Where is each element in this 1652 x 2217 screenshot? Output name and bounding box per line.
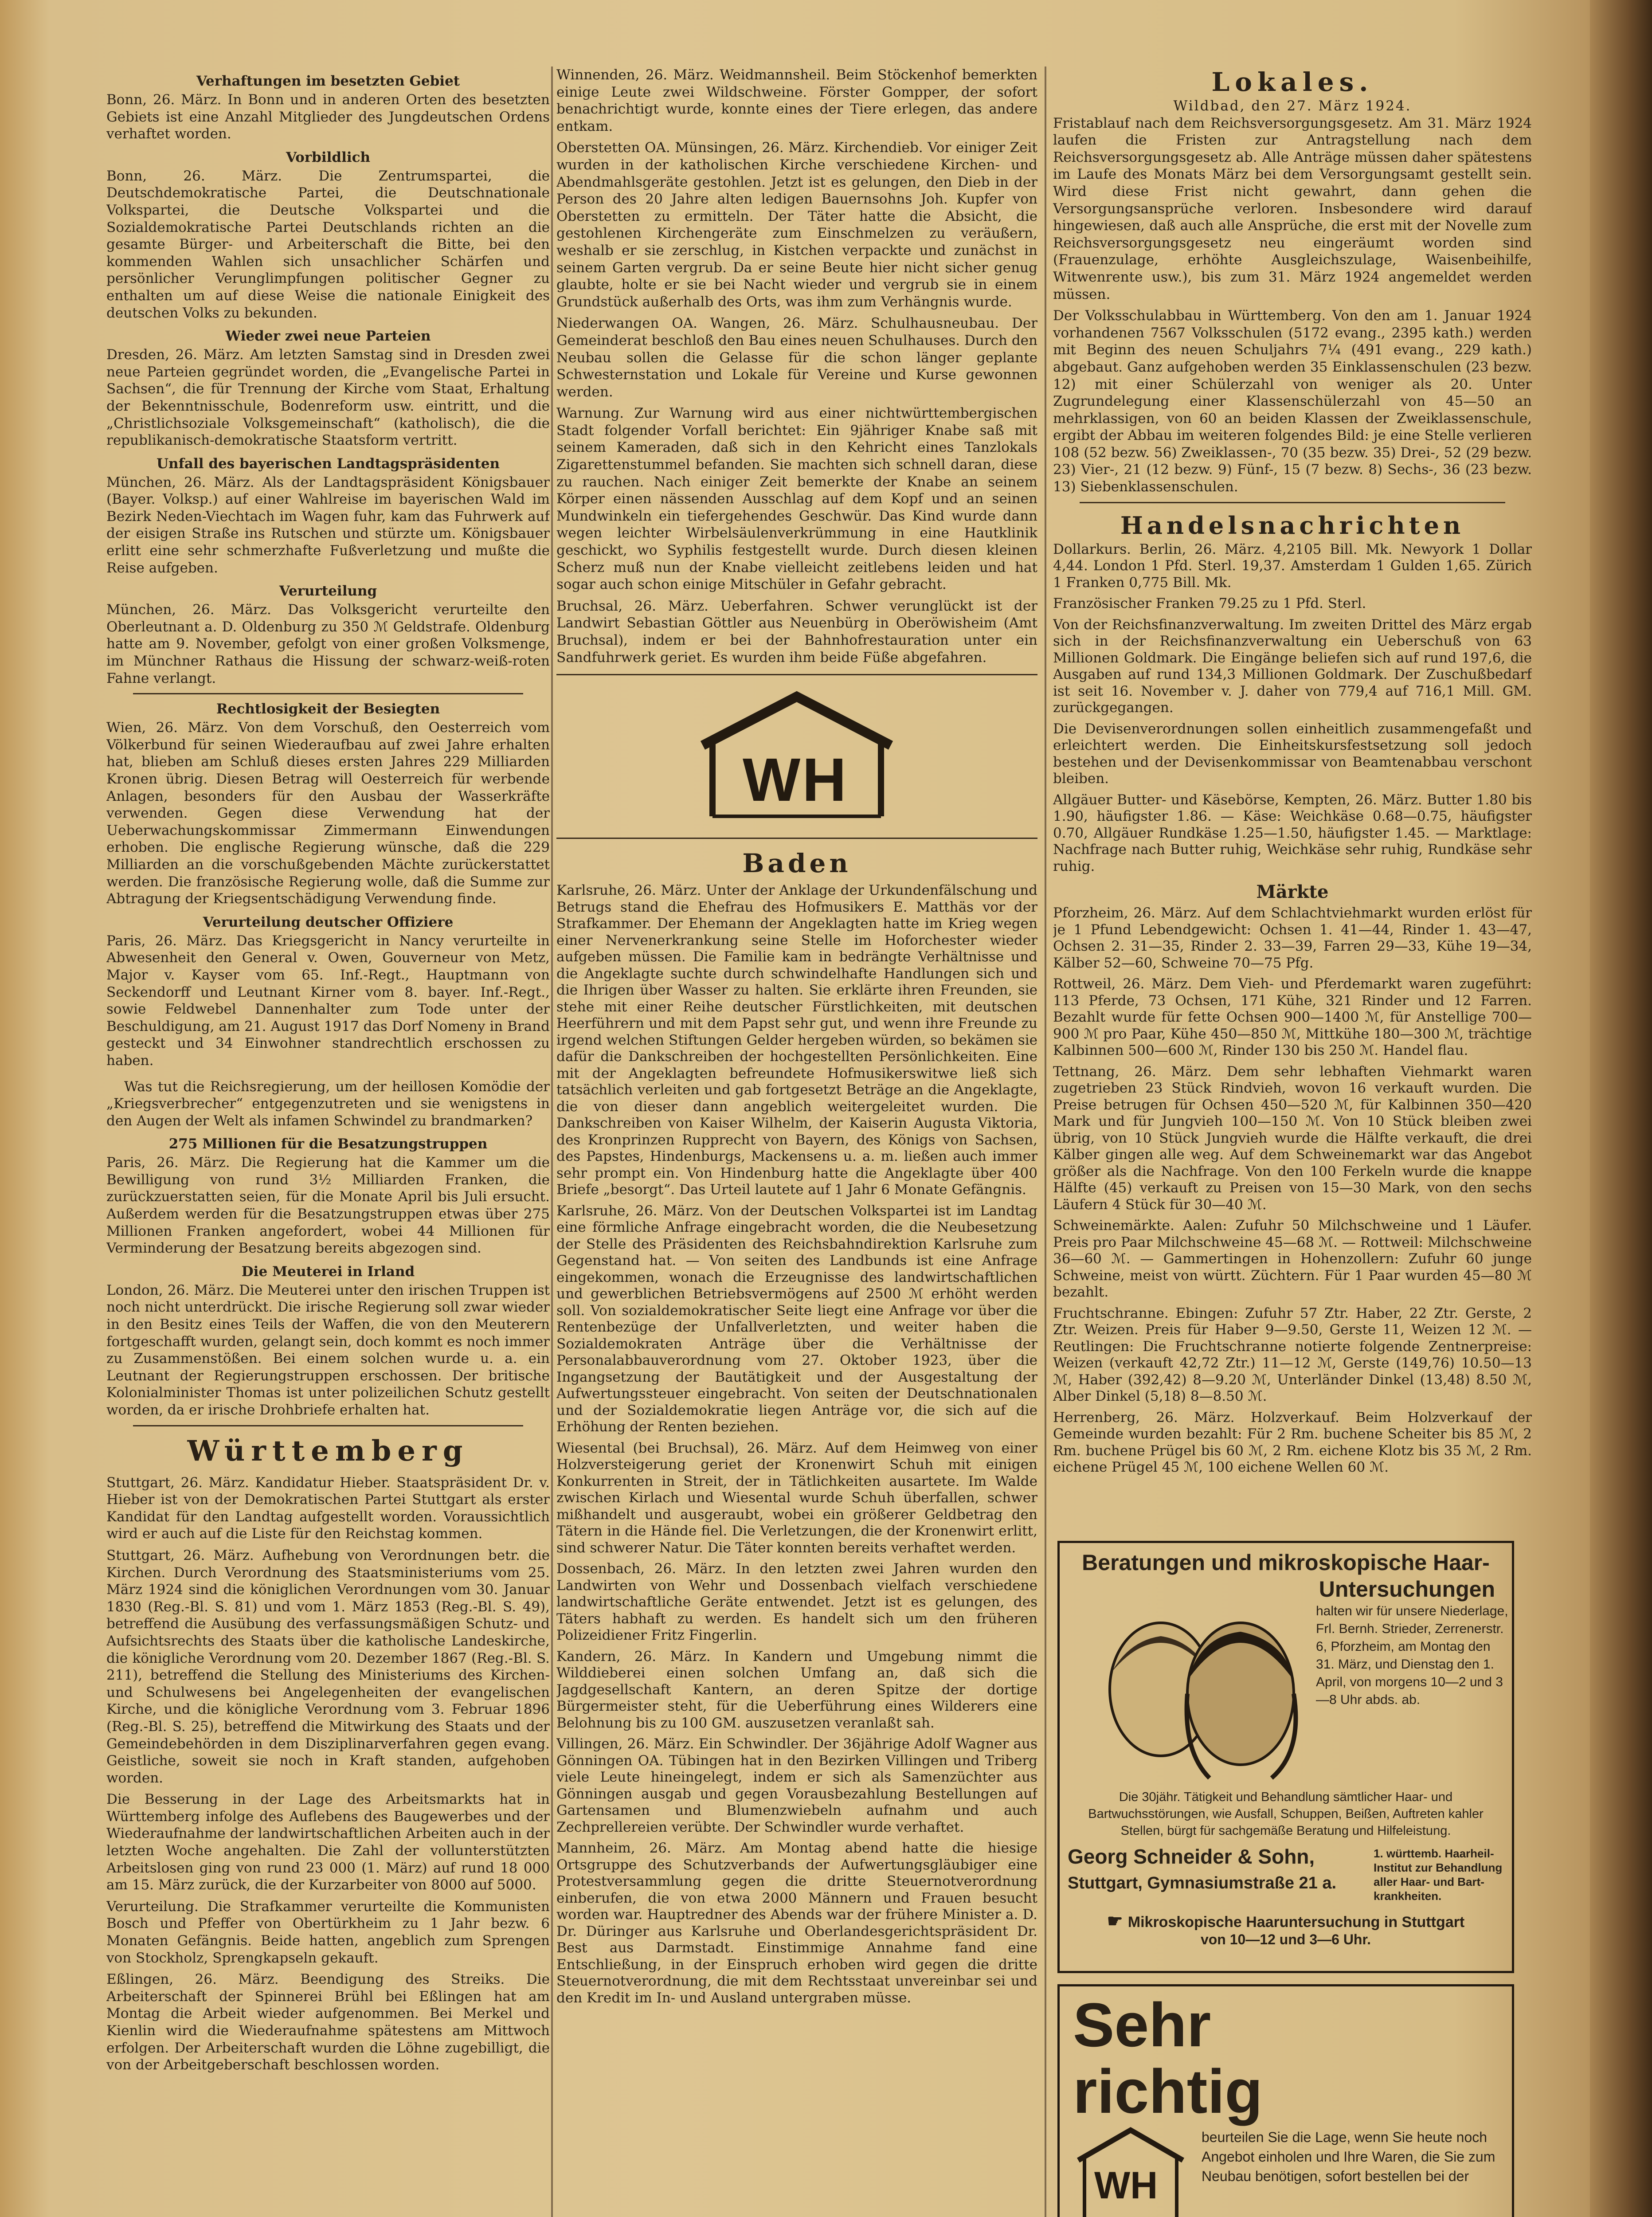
article-body: Französischer Franken 79.25 zu 1 Pfd. Sterl. [1053, 595, 1366, 612]
dateline: Wildbad, den 27. März 1924. [1173, 98, 1412, 114]
ad-firm-block [1068, 1845, 1504, 1907]
article-body: Schweinemärkte. Aalen: Zufuhr 50 Milchschweine und 1 Läufer. Preis pro Paar Milchschweine 45—68 ℳ. — Rottweil: Milchschweine 36—60 ℳ. — Gammertingen in Hohenzollern: Zufuhr 60 junge Schweine, meist von württ. Züchtern. Für 1 Paar wurden 45—80 ℳ bezahlt. [1053, 1218, 1532, 1300]
article [556, 1840, 1037, 2006]
section-title-maerkte: Märkte [1256, 881, 1329, 903]
article [1053, 1218, 1532, 1301]
article-body: München, 26. März. Das Volksgericht verurteilte den Oberleutnant a. D. Oldenburg zu 350 ℳ Geldstrafe. Oldenburg hatte am 9. November, gefolgt von einer großen Volksmenge, im Münchner Rathaus die Hissung der schwarz-weiß-roten Fahne verlangt. [106, 602, 550, 686]
divider [556, 674, 1037, 675]
column-left [106, 67, 550, 2217]
column-rule [1045, 67, 1046, 2217]
article [1053, 617, 1532, 717]
article [556, 405, 1037, 593]
ad-firm-address: Stuttgart, Gymnasiumstraße 21 a. [1068, 1874, 1337, 1892]
ad-title: Untersuchungen [1319, 1577, 1495, 1602]
article [556, 1440, 1037, 1557]
article [106, 1971, 550, 2074]
section-title-handel: Handelsnachrichten [1120, 511, 1465, 540]
article [106, 1547, 550, 1786]
article [556, 598, 1037, 666]
divider [133, 693, 523, 694]
ad-middle [1069, 2125, 1503, 2217]
advertisement-hair [1057, 1541, 1514, 1973]
article-body: Von der Reichsfinanzverwaltung. Im zweiten Drittel des März ergab sich in der Reichsfinanzverwaltung ein Ueberschuß von 63 Millionen Goldmark. Die Eingänge beliefen sich auf rund 197,6, die Ausgaben auf rund 134,3 Millionen Goldmark. Der Zuschußbedarf ist seit 16. November v. J. daher von 779,4 auf 716,1 Mill. GM. zurückgegangen. [1053, 616, 1532, 716]
divider [133, 1425, 523, 1426]
article-body: Stuttgart, 26. März. Aufhebung von Verordnungen betr. die Kirchen. Durch Verordnung des Staatsministeriums vom 25. März 1924 sind die königlichen Verordnungen vom 30. Januar 1830 (Reg.-Bl. S. 81) und vom 1. März 1853 (Reg.-Bl. S. 49), betreffend die Ausübung des verfassungsmäßigen Schutz- und Aufsichtsrechts des Staats über die katholische Landeskirche, die königliche Verordnung vom 20. Dezember 1867 (Reg.-Bl. S. 211), betreffend die Stellung des Ministeriums des Kirchen- und Schulwesens bei Angelegenheiten der evangelischen Kirche, und die königliche Verordnung vom 3. Februar 1896 (Reg.-Bl. S. 25), betreffend die Mitwirkung des Staats und der Gemeindebehörden in dem Disziplinarverfahren gegen evang. Geistliche, soweit sie noch in Kraft standen, aufgehoben worden. [106, 1547, 550, 1786]
article-body: Die Devisenverordnungen sollen einheitlich zusammengefaßt und erleichtert werden. Die Einheitskursfestsetzung soll jedoch bestehen und der Devisenkommissar von Beamtenabbau verschont bleiben. [1053, 721, 1532, 787]
advertisement-building-materials [1057, 1984, 1514, 2217]
article-body: Bonn, 26. März. In Bonn und in anderen Orten des besetzten Gebiets ist eine Anzahl Mitglieder des Jungdeutschen Ordens verhaftet worden. [106, 92, 550, 142]
article-body: Dresden, 26. März. Am letzten Samstag sind in Dresden zwei neue Parteien gegründet worden, die „Evangelische Partei in Sachsen“, die für Trennung der Kirche vom Staat, Erhaltung der Bekenntnisschule, Bodenreform usw. eintritt, und die „Christlichsoziale Volksgemeinschaft“ (katholisch), die die republikanisch-demokratische Staatsform vertritt. [106, 347, 550, 449]
article [556, 139, 1037, 310]
article-headline: Wieder zwei neue Parteien [225, 328, 431, 345]
article [106, 914, 550, 1130]
article [556, 1203, 1037, 1436]
binding-spine [1590, 0, 1652, 2217]
article-body: Kandern, 26. März. In Kandern und Umgebung nimmt die Wilddieberei einen solchen Umfang an, daß sich die Jagdgesellschaft Kantern, an deren Spitze der dortige Bürgermeister steht, für die Ueberführung eines Wilderers eine Belohnung bis zu 100 GM. auszusetzen veranlaßt sah. [556, 1648, 1037, 1731]
article-body: Dossenbach, 26. März. In den letzten zwei Jahren wurden den Landwirten von Wehr und Dossenbach vielfach verschiedene landwirtschaftliche Geräte entwendet. Jetzt ist es gelungen, des Täters habhaft zu werden. Es handelt sich um den früheren Polizeidiener Fritz Fingerlin. [556, 1561, 1037, 1644]
article-body: Karlsruhe, 26. März. Von der Deutschen Volkspartei ist im Landtag eine förmliche Anfrage eingebracht worden, die die Neubesetzung der Stelle des Präsidenten des Reichsbahndirektion Karlsruhe zum Gegenstand hat. — Von seiten des Landbunds ist eine Anfrage eingekommen, wonach die Erzeugnisse des landwirtschaftlichen und gewerblichen Betriebsvermögens auf 2500 ℳ erhöht werden soll. Von sozialdemokratischer Seite liegt eine Anfrage vor über die Rentenbezüge der Unfallverletzten, und weiter haben die Sozialdemokraten Anträge über die Verhältnisse der Personalabbauverordnung vom 27. Oktober 1923, über die Ingangsetzung der Bautätigkeit und der Ausgestaltung der Aufwertungssteuer eingebracht. Von seiten der Deutschnationalen und der Sozialdemokratie liegen Anträge vor, die sich auf die Erhöhung der Renten beziehen. [556, 1203, 1037, 1435]
article [1053, 1410, 1532, 1476]
article-headline: Verurteilung [279, 583, 377, 599]
article [106, 1474, 550, 1543]
logo-text: WH [1094, 2164, 1158, 2207]
article-headline: Vorbildlich [286, 149, 371, 165]
article-body: Verurteilung. Die Strafkammer verurteilte die Kommunisten Bosch und Pfeffer von Obertürkheim zu 1 Jahr bezw. 6 Monaten Gefängnis. Beide hatten, angeblich zum Sprengen von Stockholz, Sprengkapseln gekauft. [106, 1898, 550, 1966]
article-body: Winnenden, 26. März. Weidmannsheil. Beim Stöckenhof bemerkten einige Leute zwei Wildschweine. Förster Gompper, der sofort benachrichtigt wurde, konnte eines der Tiere erlegen, das andere entkam. [556, 67, 1037, 134]
ad-footer-text: Mikroskopische Haaruntersuchung in Stuttgart [1127, 1914, 1465, 1931]
ad-title: Beratungen und mikroskopische Haar- [1082, 1550, 1490, 1575]
article [1053, 1064, 1532, 1214]
article [106, 1263, 550, 1419]
article-body: München, 26. März. Als der Landtagspräsident Königsbauer (Bayer. Volksp.) auf einer Wahlreise im bayerischen Wald im Bezirk Neden-Viechtach im Wagen fuhr, kam das Fuhrwerk auf der eisigen Straße ins Rutschen und stürzte um. Königsbauer erlitt eine sehr schmerzhafte Fußverletzung und mußte die Reise aufgeben. [106, 474, 550, 576]
article [106, 1898, 550, 1966]
article-body: Karlsruhe, 26. März. Unter der Anklage der Urkundenfälschung und Betrugs stand die Ehefrau des Hofmusikers E. Matthäs vor der Strafkammer. Der Ehemann der Angeklagten hatte im Krieg wegen einer Nervenerkrankung seine Stelle im Hoforchester wieder aufgeben müssen. Die Familie kam in bedrängte Verhältnisse und die Angeklagte suchte durch schwindelhafte Handlungen sich und die Ihrigen über Wasser zu halten. Sie erklärte ihren Freunden, sie stehe mit einer Reihe deutscher Fürstlichkeiten, mit deutschen Heerführern und mit dem Papst sehr gut, und wenn ihre Freunde zu irgend welchen Stiftungen Gelder hergeben würden, so bekämen sie dafür die Dankschreiben der hochgestellten Persönlichkeiten. Eine mit der Angeklagten befreundete Hofmusikerswitwe ließ sich tatsächlich verleiten und gab fortgesetzt Beträge an die Angeklagte, die von dieser dann angeblich weitergeleitet wurden. Die Dankschreiben von Kaiser Wilhelm, der Kaiserin Augusta Viktoria, des Kronprinzen Rupprecht von Bayern, des Königs von Sachsen, des Papstes, Hindenburgs, Mackensens u. a. m. ließen auch immer sehr prompt ein. Von Hindenburg hatte die Angeklagte über 400 Briefe „besorgt“. Das Urteil lautete auf 1 Jahr 6 Monate Gefängnis. [556, 882, 1037, 1198]
article [106, 149, 550, 321]
article [1053, 595, 1532, 612]
ad-body: Die 30jähr. Tätigkeit und Behandlung sämtlicher Haar- und Bartwuchsstörungen, wie Ausfall, Schuppen, Beißen, Auftreten kahler Stellen, bürgt für sachgemäße Beratung und Hilfeleistung. [1088, 1790, 1484, 1838]
article [106, 455, 550, 577]
article [106, 701, 550, 908]
article-body: Bonn, 26. März. Die Zentrumspartei, die Deutschdemokratische Partei, die Deutschnationale Volkspartei, die Deutsche Volkspartei und die Sozialdemokratische Partei Deutschlands richten an die gesamte Bürger- und Arbeiterschaft die Bitte, bei den kommenden Wahlen sich unsachlicher Schärfen und persönlicher Verunglimpfungen politischer Gegner zu enthalten um auf diese Weise die nationale Einigkeit des deutschen Volks zu bekunden. [106, 168, 550, 321]
article-body: Fristablauf nach dem Reichsversorgungsgesetz. Am 31. März 1924 laufen die Fristen zur Antragstellung nach dem Reichsversorgungsgesetz ab. Alle Anträge müssen daher spätestens im Laufe des Monats März bei dem Versorgungsamt gestellt sein. Wird diese Frist nicht gewahrt, dann gehen die Versorgungsansprüche verloren. Insbesondere wird darauf hingewiesen, daß auch alle Ansprüche, die erst mit der Novelle zum Reichsversorgungsgesetz neu eingeräumt worden sind (Frauenzulage, erhöhte Ausgleichszulage, Waisenbeihilfe, Witwenrente usw.), bis zum 31. März 1924 angemeldet werden müssen. [1053, 115, 1532, 302]
ad-footer [1068, 1911, 1504, 1948]
article-body: Warnung. Zur Warnung wird aus einer nichtwürttembergischen Stadt folgender Vorfall berichtet: Ein 9jähriger Knabe saß mit seinem Kameraden, daß sich in den Kehricht eines Tanzlokals Zigarettenstummel befanden. Sie machten sich schnell daran, diese zu rauchen. Nach einiger Zeit bemerkte der Knabe an seinem Körper einen nässenden Ausschlag auf dem Kopf und an seinen Mundwinkeln ein tiefergehendes Geschwür. Das Kind wurde dann wegen leichter Wirbelsäulenverkrümmung in eine Hautklinik geschickt, wo Syphilis festgestellt wurde. Durch diesen kleinen Scherz muß nun der Knabe vielleicht zeitlebens leiden und hat sogar auch schon einige Mitschüler in Gefahr gebracht. [556, 405, 1037, 593]
article-body: Villingen, 26. März. Ein Schwindler. Der 36jährige Adolf Wagner aus Gönningen OA. Tübingen hat in den Bezirken Villingen und Triberg viele Leute hineingelegt, indem er sich als Samenzüchter aus Gönningen ausgab und gegen Vorausbezahlung Bestellungen auf Gartensamen und Blumenzwiebeln aufnahm und auch Zechprellereien verübte. Der Schwindler wurde verhaftet. [556, 1736, 1037, 1835]
article-headline: Rechtlosigkeit der Besiegten [216, 701, 440, 717]
ad-body: halten wir für unsere Niederlage, Frl. Bernh. Strieder, Zerrenerstr. 6, Pforzheim, am Montag den 31. März, und Dienstag den 1. April, von morgens 10—2 und 3—8 Uhr abds. ab. [1316, 1604, 1508, 1707]
article-headline: 275 Millionen für die Besatzungstruppen [168, 1136, 488, 1152]
article [556, 315, 1037, 400]
article-body: Allgäuer Butter- und Käsebörse, Kempten, 26. März. Butter 1.80 bis 1.90, häufigster 1.86. — Käse: Weichkäse 0.68—0.75, häufigster 0.70, Allgäuer Rundkäse 1.25—1.50, häufigster 1.45. — Marktlage: Nachfrage nach Butter ruhig, Weichkäse sehr ruhig, Rundkäse sehr ruhig. [1053, 791, 1532, 874]
article-body: Tettnang, 26. März. Dem sehr lebhaften Viehmarkt waren zugetrieben 23 Stück Rindvieh, wovon 16 verkauft wurden. Die Preise betrugen für Ochsen 450—520 ℳ, für Kalbinnen 350—420 Mark und für Jungvieh 100—150 ℳ. Von 10 Stück bleiben zwei übrig, von 10 Stück Jungvieh wurde die Hälfte verkauft, die drei Kälber gingen alle weg. Auf dem Schweinemarkt war das Angebot größer als die Nachfrage. Von den 100 Ferkeln wurde die knappe Hälfte (45) verkauft zu Preisen von 15—30 Mark, von den sechs Läufern 4 Stück für 30—40 ℳ. [1053, 1063, 1532, 1213]
article-body: Stuttgart, 26. März. Kandidatur Hieber. Staatspräsident Dr. v. Hieber ist von der Demokratischen Partei Stuttgart als erster Kandidat für den Landtag aufgestellt worden. Voraussichtlich wird er auch auf die Liste für den Reichstag kommen. [106, 1474, 550, 1542]
article-body: Herrenberg, 26. März. Holzverkauf. Beim Holzverkauf der Gemeinde wurden bezahlt: Für 2 Rm. buchene Scheiter bis 85 ℳ, 2 Rm. buchene Prügel bis 60 ℳ, 2 Rm. eichene Klotz bis 35 ℳ, 2 Rm. eichene Prügel 45 ℳ, 100 eichene Wellen 60 ℳ. [1053, 1409, 1532, 1476]
article [1053, 541, 1532, 591]
article-headline: Verhaftungen im besetzten Gebiet [196, 73, 460, 89]
article [106, 583, 550, 687]
article-body: Dollarkurs. Berlin, 26. März. 4,2105 Bill. Mk. Newyork 1 Dollar 4,44. London 1 Pfd. Sterl. 19,37. Amsterdam 1 Gulden 1,65. Zürich 1 Franken 0,775 Bill. Mk. [1053, 541, 1532, 591]
article-body: Paris, 26. März. Das Kriegsgericht in Nancy verurteilte in Abwesenheit den General v. Owen, Gouverneur von Metz, Major v. Kayser vom 65. Inf.-Regt., Hauptmann von Seckendorff und Leutnant Kirner vom 8. bayer. Inf.-Regt., sowie Feldwebel Dannenhalter zum Tode unter der Beschuldigung, am 21. August 1917 das Dorf Nomeny in Brand gesteckt und 34 Einwohner standrechtlich erschossen zu haben. [106, 932, 550, 1069]
divider [556, 838, 1037, 839]
portrait-icon [1094, 1605, 1307, 1782]
article [556, 1736, 1037, 1836]
article [106, 1136, 550, 1257]
article-body: Mannheim, 26. März. Am Montag abend hatte die hiesige Ortsgruppe des Schutzverbands der Aufwertungsgläubiger eine Protestversammlung gegen die dritte Steuernotverordnung einberufen, die von etwa 2000 Männern und Frauen besucht worden war. Hauptredner des Abends war der frühere Minister a. D. Dr. Düringer aus Karlsruhe und Oberlandesgerichtspräsident Dr. Best aus Darmstadt. Einstimmige Annahme fand eine Entschließung, in der Einspruch erhoben wird gegen die dritte Steuernotverordnung, die mit dem Rechtsstaat unvereinbar sei und den Kredit im In- und Ausland untergraben müsse. [556, 1840, 1037, 2006]
article-body: Bruchsal, 26. März. Ueberfahren. Schwer verunglückt ist der Landwirt Sebastian Göttler aus Neuenbürg in Oberöwisheim (Amt Bruchsal), indem er bei der Bahnhofrestauration unter ein Sandfuhrwerk geriet. Es wurden ihm beide Füße abgefahren. [556, 598, 1037, 666]
section-title-wuerttemberg: Württemberg [187, 1434, 469, 1468]
ad-illustration-area [1068, 1602, 1508, 1789]
article [1053, 721, 1532, 787]
article-body: Niederwangen OA. Wangen, 26. März. Schulhausneubau. Der Gemeinderat beschloß den Bau eines neuen Schulhauses. Durch den Neubau sollen die Gelasse für die schon länger geplante Schwesternstation und Lokale für Vereine und Kurse gewonnen werden. [556, 315, 1037, 400]
article-headline: Unfall des bayerischen Landtagspräsidenten [157, 455, 500, 472]
article [1053, 976, 1532, 1059]
article-body: London, 26. März. Die Meuterei unter den irischen Truppen ist noch nicht unterdrückt. Die irische Regierung soll zwar wieder in den Besitz eines Teils der Waffen, die von den Meuterern fortgeschafft wurden, gelangt sein, doch kommt es noch immer zu Zusammenstößen. Bei einem solchen wurde u. a. ein Leutnant der Regierungstruppen erschossen. Der britische Kolonialminister Thomas ist unter polizeilichen Schutz gestellt worden, da er irische Drohbriefe erhalten hat. [106, 1282, 550, 1418]
article-body: Fruchtschranne. Ebingen: Zufuhr 57 Ztr. Haber, 22 Ztr. Gerste, 2 Ztr. Weizen. Preis für Haber 9—9.50, Gerste 11, Weizen 12 ℳ. — Reutlingen: Die Fruchtschranne notierte folgende Zentnerpreise: Weizen (verkauft 42,72 Ztr.) 11—12 ℳ, Gerste (149,76) 10.50—13 ℳ, Haber (392,42) 8—9.20 ℳ, Unterländer Dinkel (13,48) 8.50 ℳ, Alber Dinkel (5,18) 8—8.50 ℳ. [1053, 1305, 1532, 1405]
article [1053, 115, 1532, 303]
article-body: Wiesental (bei Bruchsal), 26. März. Auf dem Heimweg von einer Holzversteigerung geriet der Kronenwirt Schuh mit einigen Konkurrenten in Streit, der in Tätlichkeiten ausartete. Im Walde zwischen Kirlach und Wiesental wurde Schuh überfallen, schwer mißhandelt und ausgeraubt, wobei ein größerer Geldbetrag den Tätern in die Hände fiel. Die Verletzungen, die der Kronenwirt erlitt, sind schwerer Natur. Die Täter konnten bereits verhaftet werden. [556, 1440, 1037, 1556]
divider [1080, 502, 1505, 503]
section-title-baden: Baden [742, 848, 852, 879]
ad-headline-sehr: Sehr [1073, 1990, 1211, 2060]
column-middle [556, 67, 1037, 2217]
article [556, 1649, 1037, 1732]
article [556, 1561, 1037, 1644]
section-title-lokales: Lokales. [1211, 67, 1374, 97]
ad-firm: Georg Schneider & Sohn, [1068, 1845, 1315, 1868]
article-body: Pforzheim, 26. März. Auf dem Schlachtviehmarkt wurden erlöst für je 1 Pfund Lebendgewicht: Ochsen 1. 41—44, Rinder 1. 43—47, Ochsen 2. 31—35, Rinder 2. 33—39, Farren 29—33, Kühe 19—34, Kälber 52—60, Schweine 70—75 Pfg. [1053, 905, 1532, 971]
wh-logo [556, 683, 1037, 830]
logo-text: WH [743, 746, 848, 815]
article [556, 882, 1037, 1199]
column-rule [551, 67, 553, 2217]
article [106, 328, 550, 449]
article-body: Rottweil, 26. März. Dem Vieh- und Pferdemarkt waren zugeführt: 113 Pferde, 73 Ochsen, 171 Kühe, 321 Rinder und 12 Farren. Bezahlt wurde für fette Ochsen 900—1400 ℳ, für Anstellige 700—900 ℳ pro Paar, Kühe 450—850 ℳ, Mittkühe 180—300 ℳ, trächtige Kalbinnen 500—600 ℳ, Rinder 130 bis 250 ℳ. Handel flau. [1053, 976, 1532, 1059]
hand-pointer-icon: ☛ [1107, 1911, 1128, 1931]
ad-firm-note: 1. württemb. Haarheil-Institut zur Behandlung aller Haar- und Bart-krankheiten. [1374, 1847, 1503, 1903]
article-headline: Verurteilung deutscher Offiziere [203, 914, 454, 930]
article [1053, 307, 1532, 496]
article [1053, 1305, 1532, 1405]
article [106, 1791, 550, 1894]
ad-body: beurteilen Sie die Lage, wenn Sie heute noch Angebot einholen und Ihre Waren, die Sie zum Neubau benötigen, sofort bestellen bei der [1202, 2129, 1495, 2184]
article-body: Eßlingen, 26. März. Beendigung des Streiks. Die Arbeiterschaft der Spinnerei Brühl bei Eßlingen hat am Montag die Arbeit wieder aufgenommen. Bei Merkel und Kienlin wird die Wiederaufnahme spätestens am Mittwoch erfolgen. Der Arbeiterschaft wurden die Löhne zugebilligt, die von der Arbeitgeberschaft beschlossen worden. [106, 1971, 550, 2073]
article-body: Wien, 26. März. Von dem Vorschuß, den Oesterreich vom Völkerbund für seinen Wiederaufbau auf zwei Jahre erhalten hat, blieben am Schluß dieses ersten Jahres 229 Milliarden Kronen übrig. Diesen Betrag will Oesterreich für werbende Anlagen, besonders für den Ausbau der Wasserkräfte verwenden. Gegen diese Verwendung hat der Ueberwachungskommissar Zimmermann Einwendungen erhoben. Die englische Regierung wünsche, daß die 229 Milliarden an die vorschußgebenden Mächte zurückerstattet werden. Die französische Regierung wolle, daß die Summe zur Abtragung der Kriegsentschädigung Verwendung finde. [106, 720, 550, 907]
article [1053, 905, 1532, 971]
article-body: Die Besserung in der Lage des Arbeitsmarkts hat in Württemberg infolge des Auflebens des Baugewerbes und der Wiederaufnahme der landwirtschaftlichen Arbeiten auch in der letzten Woche angehalten. Die Zahl der vollunterstützten Arbeitslosen ging von rund 23 000 (1. März) auf rund 18 000 am 15. März zurück, die der Kurzarbeiter von 8000 auf 5000. [106, 1791, 550, 1893]
article-comment: Was tut die Reichsregierung, um der heillosen Komödie der „Kriegsverbrecher“ entgegenzutreten und sie wenigstens in den Augen der Welt als infamen Schwindel zu brandmarken? [106, 1078, 550, 1129]
ad-footer-hours: von 10—12 und 3—6 Uhr. [1200, 1931, 1371, 1947]
article [1053, 792, 1532, 875]
article-body: Der Volksschulabbau in Württemberg. Von den am 1. Januar 1924 vorhandenen 7567 Volksschulen (5172 evang., 2395 kath.) werden mit Beginn des neuen Schuljahrs 7¼ (491 evang., 229 kath.) abgebaut. Ganz aufgehoben werden 35 Einklassenschulen (23 bezw. 12) mit einer Schülerzahl von weniger als 20. Unter Zugrundelegung einer Klassenschülerzahl von 45—50 an mehrklassigen, von 60 an beiden Klassen der Zweiklassenschule, ergibt der Abbau im weiteren folgendes Bild: je eine Stelle verlieren 108 (52 bezw. 56) Zweiklassen-, 70 (35 bezw. 35) Drei-, 52 (29 bezw. 23) Vier-, 21 (12 bezw. 9) Fünf-, 15 (7 bezw. 8) Sechs-, 36 (23 bezw. 13) Siebenklassenschulen. [1053, 308, 1532, 495]
ad-headline-richtig: richtig [1073, 2056, 1263, 2126]
article [106, 73, 550, 143]
article-headline: Die Meuterei in Irland [241, 1263, 415, 1280]
article-body: Paris, 26. März. Die Regierung hat die Kammer um die Bewilligung von rund 3½ Milliarden Franken, die zurückzuerstatten seien, für die Monate April bis Juli ersucht. Außerdem werden für die Besatzungstruppen etwas über 275 Millionen Franken angefordert, wobei 44 Millionen für Verminderung der Besatzung bereits abgezogen sind. [106, 1155, 550, 1257]
article-body: Oberstetten OA. Münsingen, 26. März. Kirchendieb. Vor einiger Zeit wurden in der katholischen Kirche verschiedene Kirchen- und Abendmahlsgeräte gestohlen. Jetzt ist es gelungen, den Dieb in der Person des 20 Jahre alten ledigen Bauernsohns Joh. Kupfer von Oberstetten zu ermitteln. Der Täter hatte die Absicht, die gestohlenen Kirchengeräte zum Einschmelzen zu veräußern, weshalb er sie zerschlug, in Kistchen verpackte und zunächst in seinem Garten vergrub. Da er seine Beute hier nicht sicher genug glaubte, holte er sie bei Nacht wieder und vergrub sie in einem Grundstück außerhalb des Orts, was ihm zum Verhängnis wurde. [556, 140, 1037, 310]
article [556, 67, 1037, 135]
